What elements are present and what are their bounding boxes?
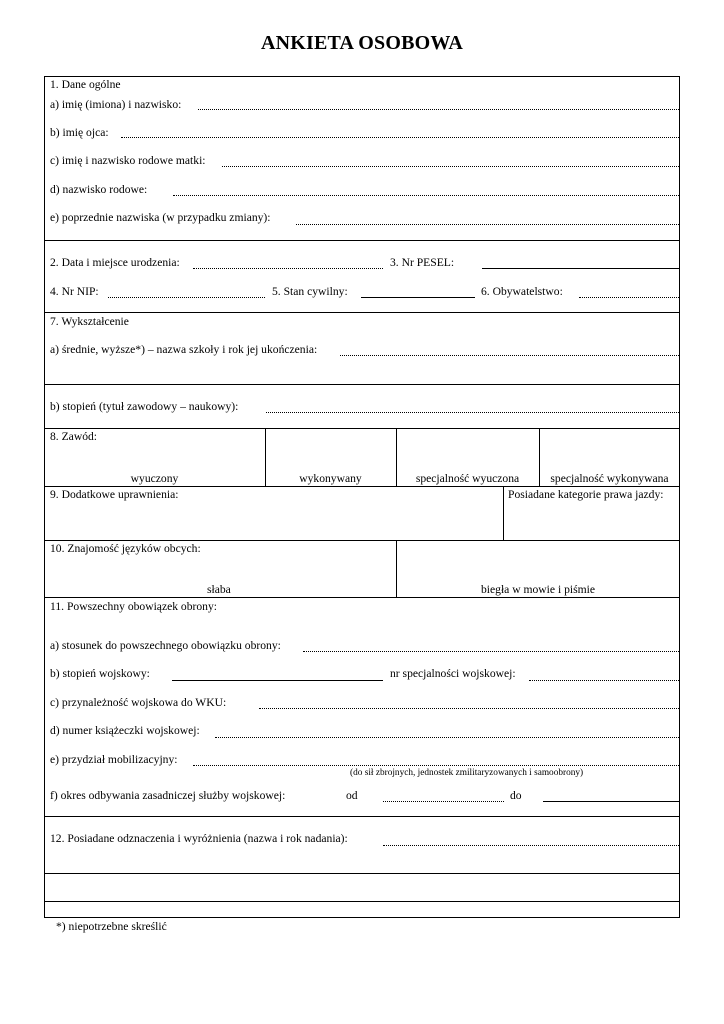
wku-label: c) przynależność wojskowa do WKU:	[50, 696, 227, 709]
profession-learned-label: wyuczony	[130, 472, 179, 485]
marital-status-field[interactable]	[361, 297, 475, 298]
specialty-practiced-label: specjalność wykonywana	[550, 472, 669, 485]
nip-label: 4. Nr NIP:	[50, 285, 99, 298]
degree-label: b) stopień (tytuł zawodowy – naukowy):	[50, 400, 239, 413]
previous-names-field[interactable]	[296, 224, 679, 225]
driving-license-label: Posiadane kategorie prawa jazdy:	[508, 488, 664, 501]
birth-date-place-field[interactable]	[193, 268, 383, 269]
military-rank-label: b) stopień wojskowy:	[50, 667, 150, 680]
citizenship-field[interactable]	[579, 297, 679, 298]
section-9-header: 9. Dodatkowe uprawnienia:	[50, 488, 179, 501]
wku-field[interactable]	[259, 708, 679, 709]
pesel-field[interactable]	[482, 268, 679, 269]
previous-names-label: e) poprzednie nazwiska (w przypadku zmiany):	[50, 211, 271, 224]
father-name-field[interactable]	[121, 137, 679, 138]
divider	[44, 428, 680, 429]
column-divider	[503, 486, 504, 540]
father-name-label: b) imię ojca:	[50, 126, 109, 139]
military-book-field[interactable]	[215, 737, 679, 738]
school-field[interactable]	[340, 355, 679, 356]
school-label: a) średnie, wyższe*) – nazwa szkoły i rok jej ukończenia:	[50, 343, 318, 356]
footnote: *) niepotrzebne skreślić	[56, 920, 167, 933]
defense-obligation-label: a) stosunek do powszechnego obowiązku obrony:	[50, 639, 281, 652]
military-book-label: d) numer książeczki wojskowej:	[50, 724, 200, 737]
mobilization-note: (do sił zbrojnych, jednostek zmilitaryzowanych i samoobrony)	[350, 768, 584, 778]
divider	[44, 597, 680, 598]
divider	[44, 240, 680, 241]
language-fluent-label: biegła w mowie i piśmie	[481, 583, 595, 596]
section-10-header: 10. Znajomość języków obcych:	[50, 542, 201, 555]
service-from-field[interactable]	[383, 801, 504, 802]
mobilization-label: e) przydział mobilizacyjny:	[50, 753, 178, 766]
first-name-surname-label: a) imię (imiona) i nazwisko:	[50, 98, 182, 111]
family-name-field[interactable]	[173, 195, 679, 196]
awards-field-line-2[interactable]	[44, 873, 680, 874]
military-specialty-label: nr specjalności wojskowej:	[390, 667, 516, 680]
awards-field-line-3[interactable]	[44, 901, 680, 902]
service-from-label: od	[346, 789, 358, 802]
degree-field[interactable]	[266, 412, 679, 413]
mother-name-label: c) imię i nazwisko rodowe matki:	[50, 154, 206, 167]
form-title: ANKIETA OSOBOWA	[260, 32, 464, 54]
specialty-learned-label: specjalność wyuczona	[415, 472, 520, 485]
pesel-label: 3. Nr PESEL:	[390, 256, 455, 269]
divider	[44, 816, 680, 817]
first-name-surname-field[interactable]	[198, 109, 679, 110]
awards-field[interactable]	[383, 845, 679, 846]
awards-label: 12. Posiadane odznaczenia i wyróżnienia (nazwa i rok nadania):	[50, 832, 348, 845]
language-basic-label: słaba	[207, 583, 231, 596]
birth-date-place-label: 2. Data i miejsce urodzenia:	[50, 256, 180, 269]
section-8-header: 8. Zawód:	[50, 430, 98, 443]
section-11-header: 11. Powszechny obowiązek obrony:	[50, 600, 217, 613]
section-1-header: 1. Dane ogólne	[50, 78, 121, 91]
defense-obligation-field[interactable]	[303, 651, 679, 652]
nip-field[interactable]	[108, 297, 265, 298]
service-period-label: f) okres odbywania zasadniczej służby wojskowej:	[50, 789, 286, 802]
mother-name-field[interactable]	[222, 166, 679, 167]
divider	[44, 312, 680, 313]
family-name-label: d) nazwisko rodowe:	[50, 183, 148, 196]
section-7-header: 7. Wykształcenie	[50, 315, 129, 328]
service-to-label: do	[510, 789, 522, 802]
school-field-line-2[interactable]	[44, 384, 680, 385]
citizenship-label: 6. Obywatelstwo:	[481, 285, 563, 298]
profession-practiced-label: wykonywany	[299, 472, 362, 485]
service-to-field[interactable]	[543, 801, 679, 802]
divider	[44, 486, 680, 487]
military-rank-field[interactable]	[172, 680, 383, 681]
marital-status-label: 5. Stan cywilny:	[272, 285, 348, 298]
divider	[44, 540, 680, 541]
military-specialty-field[interactable]	[529, 680, 679, 681]
